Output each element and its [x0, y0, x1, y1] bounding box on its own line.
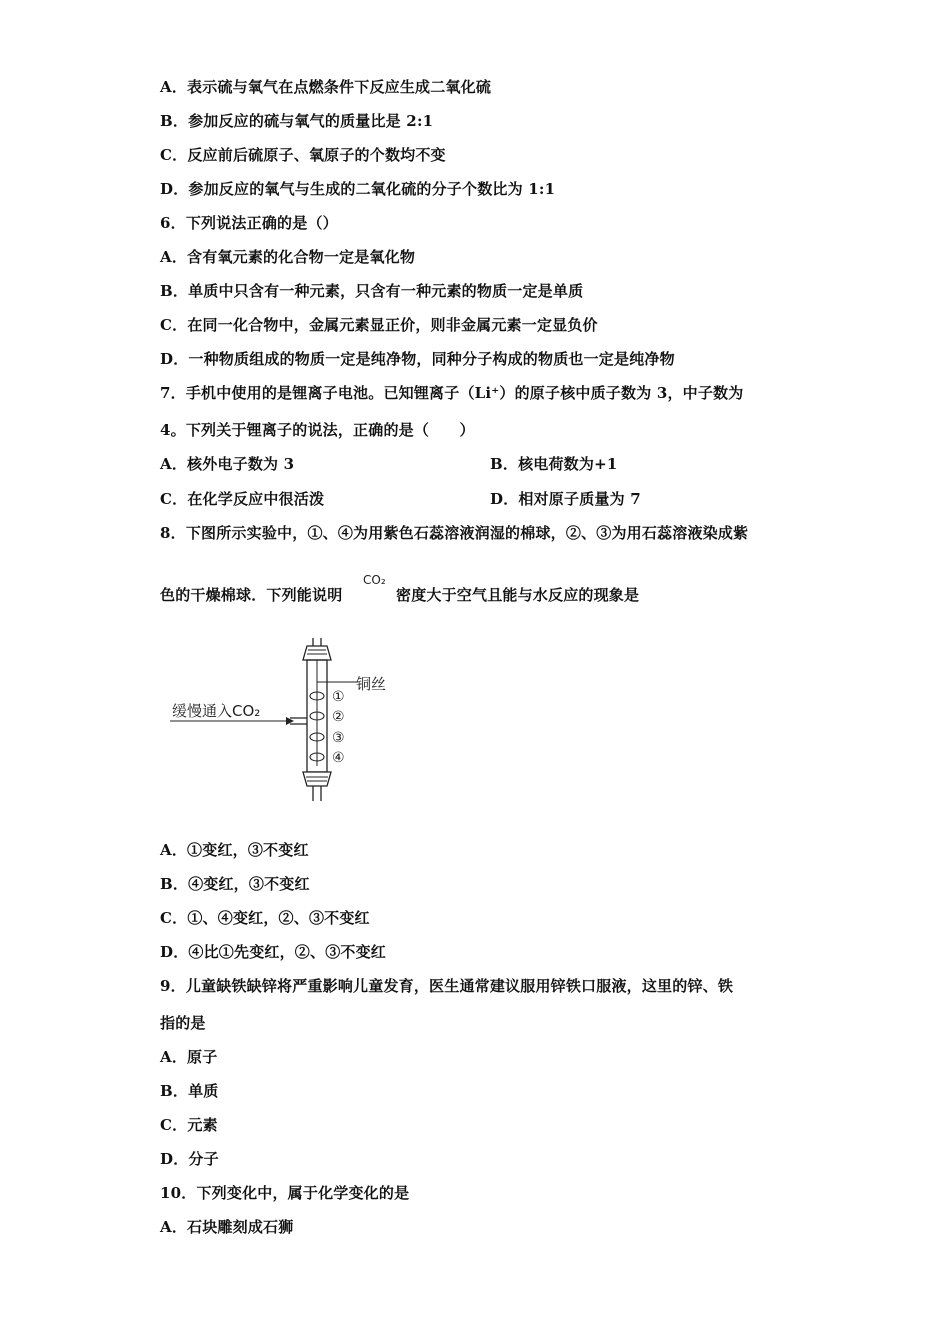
q9-stem-line1: 9．儿童缺铁缺锌将严重影响儿童发育，医生通常建议服用锌铁口服液，这里的锌、铁 [160, 977, 734, 995]
ball-label-1: ① [332, 689, 345, 705]
q9-stem-line2: 指的是 [160, 1014, 206, 1032]
q7-option-b: B．核电荷数为+1 [490, 455, 618, 473]
q5-option-b: B．参加反应的硫与氧气的质量比是 2:1 [160, 112, 434, 130]
q5-option-d: D．参加反应的氧气与生成的二氧化硫的分子个数比为 1:1 [160, 180, 556, 198]
ball-label-2: ② [332, 709, 345, 725]
q6-option-a: A．含有氧元素的化合物一定是氧化物 [160, 248, 416, 266]
q9-option-d: D．分子 [160, 1150, 219, 1168]
q8-option-b: B．④变红，③不变红 [160, 875, 310, 893]
ball-label-4: ④ [332, 750, 345, 766]
q9-option-b: B．单质 [160, 1082, 219, 1100]
q9-option-a: A．原子 [160, 1048, 218, 1066]
q6-option-c: C．在同一化合物中，金属元素显正价，则非金属元素一定显负价 [160, 316, 598, 334]
co2-apparatus-figure [170, 638, 410, 803]
co2-inline-label: CO₂ [363, 573, 386, 587]
q10-option-a: A．石块雕刻成石狮 [160, 1218, 294, 1236]
q10-stem: 10．下列变化中，属于化学变化的是 [160, 1184, 410, 1202]
q7-option-c: C．在化学反应中很活泼 [160, 490, 325, 508]
q7-option-a: A．核外电子数为 3 [160, 455, 295, 473]
q7-option-d: D．相对原子质量为 7 [490, 490, 641, 508]
q8-option-c: C．①、④变红，②、③不变红 [160, 909, 370, 927]
q8-stem-line2-pre: 色的干燥棉球．下列能说明 [160, 586, 343, 604]
inlet-label: 缓慢通入CO₂ [172, 702, 261, 720]
ball-label-3: ③ [332, 730, 345, 746]
q5-option-c: C．反应前后硫原子、氧原子的个数均不变 [160, 146, 446, 164]
q6-option-b: B．单质中只含有一种元素，只含有一种元素的物质一定是单质 [160, 282, 584, 300]
q7-stem-line2: 4。下列关于锂离子的说法，正确的是（ ） [160, 421, 475, 439]
q8-stem-line2-post: 密度大于空气且能与水反应的现象是 [396, 586, 640, 604]
q8-stem-line1: 8．下图所示实验中，①、④为用紫色石蕊溶液润湿的棉球，②、③为用石蕊溶液染成紫 [160, 524, 749, 542]
wire-label: 铜丝 [356, 675, 387, 693]
q9-option-c: C．元素 [160, 1116, 218, 1134]
q8-option-a: A．①变红，③不变红 [160, 841, 309, 859]
q6-stem: 6．下列说法正确的是（） [160, 214, 338, 232]
q8-option-d: D．④比①先变红，②、③不变红 [160, 943, 387, 961]
q7-stem-line1: 7．手机中使用的是锂离子电池。已知锂离子（Li⁺）的原子核中质子数为 3，中子数为 [160, 384, 744, 402]
q6-option-d: D．一种物质组成的物质一定是纯净物，同种分子构成的物质也一定是纯净物 [160, 350, 675, 368]
q5-option-a: A．表示硫与氧气在点燃条件下反应生成二氧化硫 [160, 78, 492, 96]
